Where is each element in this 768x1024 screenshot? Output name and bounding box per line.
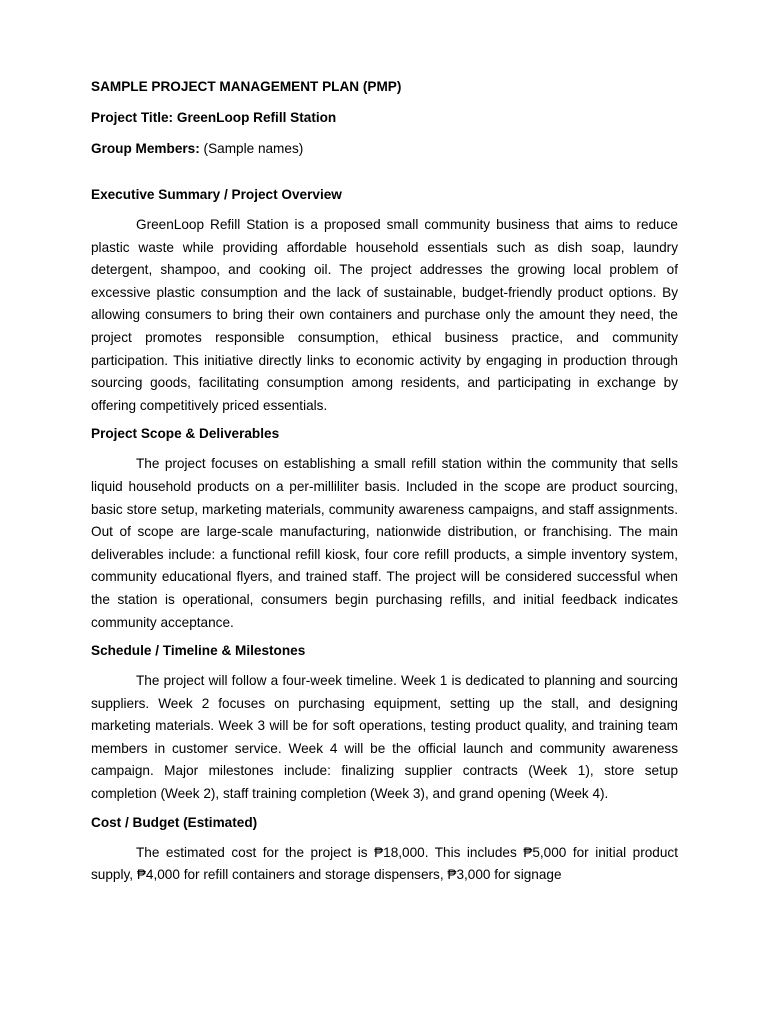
section-heading-schedule: Schedule / Timeline & Milestones [91,643,306,659]
document-title: SAMPLE PROJECT MANAGEMENT PLAN (PMP) [91,79,402,94]
group-members-value: (Sample names) [203,141,304,156]
section-heading-executive-summary: Executive Summary / Project Overview [91,187,342,202]
spacer [91,171,678,186]
group-members-label: Group Members: [91,141,200,156]
section-heading-budget: Cost / Budget (Estimated) [91,814,258,830]
project-title-row [91,109,678,126]
section-body-scope: The project focuses on establishing a small refill station within the community that sells liquid household products on a per-milliliter basis. Included in the scope are product sourcing, basic store setup, marketing materials, community awareness campaigns, and staff assignments. Out of scope are large-scale manufacturing, nationwide distribution, or franchising. The main deliverables include: a functional refill kiosk, four core refill products, a simple inventory system, community educational flyers, and trained staff. The project will be considered successful when the station is operational, consumers begin purchasing refills, and initial feedback indicates community acceptance. [91,456,678,630]
section-body-executive-summary: GreenLoop Refill Station is a proposed small community business that aims to reduce plastic waste while providing affordable household essentials such as dish soap, laundry detergent, shampoo, and cooking oil. The project addresses the growing local problem of excessive plastic consumption and the lack of sustainable, budget-friendly product options. By allowing consumers to bring their own containers and purchase only the amount they need, the project promotes responsible consumption, ethical business practice, and community participation. This initiative directly links to economic activity by engaging in production through sourcing goods, facilitating consumption among residents, and participating in exchange by offering competitively priced essentials. [91,217,678,413]
document-content [91,78,678,895]
project-title-value: GreenLoop Refill Station [176,110,337,125]
section-heading-scope: Project Scope & Deliverables [91,426,280,442]
project-title-label: Project Title: [91,110,174,125]
group-members-row [91,140,678,157]
section-body-schedule: The project will follow a four-week timeline. Week 1 is dedicated to planning and sourcing suppliers. Week 2 focuses on purchasing equipment, setting up the stall, and designing marketing materials. Week 3 will be for soft operations, testing product quality, and training team members in customer service. Week 4 will be the official launch and community awareness campaign. Major milestones include: finalizing supplier contracts (Week 1), store setup completion (Week 2), staff training completion (Week 3), and grand opening (Week 4). [91,673,678,802]
section-body-budget: The estimated cost for the project is ₱18,000. This includes ₱5,000 for initial product supply, ₱4,000 for refill containers and storage dispensers, ₱3,000 for signage [91,844,678,883]
